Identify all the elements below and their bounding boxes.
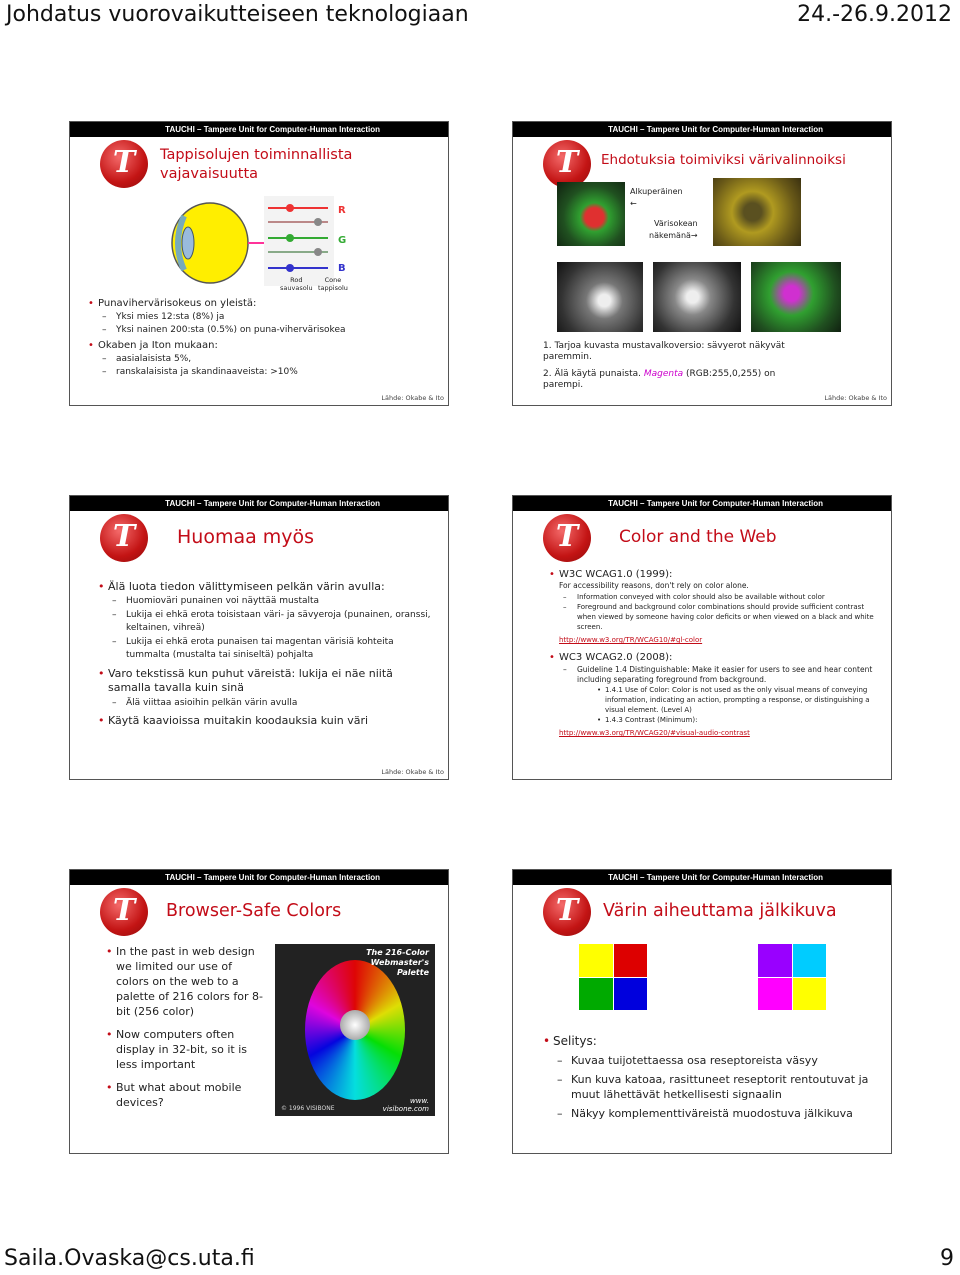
bullet-list: • Selitys: – Kuvaa tuijotettaessa osa reseptoreista väsyy – Kun kuva katoaa, rasittuneet reseptorit rentoutuvat ja muut lähettävät hetkellisesti signaalin – Näkyy komplementtiväreistä muodostuva jälkikuva — [543, 1034, 873, 1123]
document-header-date: 24.-26.9.2012 — [797, 2, 952, 27]
palette-title: The 216-Color Webmaster's Palette — [366, 948, 429, 977]
footer-page-number: 9 — [940, 1246, 954, 1271]
color-square — [793, 978, 827, 1011]
original-micrograph-image — [557, 182, 625, 246]
slide-title: Huomaa myös — [177, 526, 315, 548]
label-colorblind: Värisokean näkemänä→ — [649, 219, 698, 240]
bullet-list: • W3C WCAG1.0 (1999): For accessibility reasons, don't rely on color alone. – Information conveyed with color should also be available without color – Foreground and background color combinations should provide sufficient contrast when viewed by someone having color deficits or when viewed on a black and white screen. http://www.w3.org/TR/WCAG10/#gl-color • WC3 WCAG2.0 (2008): – Guideline 1.4 Distinguishable: Make it easier for users to see and hear content including separating foreground from background. • 1.4.1 Use of Color: Color is not used as the only visual means of conveying information, indicating an action, prompting a response, or distinguishing a visual element. (Level A) • 1.4.3 Contrast (Minimum): http://www.w3.org/TR/WCAG20/#visual-audio-contrast — [549, 569, 879, 739]
slide-header-bar: TAUCHI – Tampere Unit for Computer-Human Interaction — [513, 496, 891, 511]
bullet-list: • Älä luota tiedon välittymiseen pelkän värin avulla: – Huomioväri punainen voi näyttää mustalta – Lukija ei ehkä erota toisistaan väri- ja sävyeroja (punainen, oranssi, keltainen, vihreä) – Lukija ei ehkä erota punaisen tai magentan värisiä kohteita tummalta (mustalta tai siniseltä) pohjalta • Varo tekstissä kun puhut väreistä: lukija ei näe niitä samalla tavalla kuin sinä – Älä viittaa asioihin pelkän värin avulla • Käytä kaavioissa muitakin koodauksia kuin väri — [98, 580, 433, 728]
label-cone: Cone tappisolu — [318, 276, 348, 292]
label-rod: Rod sauvasolu — [280, 276, 313, 292]
source-note: Lähde: Okabe & Ito — [381, 394, 444, 402]
color-square — [614, 944, 648, 977]
color-square — [579, 978, 613, 1011]
label-b: B — [338, 263, 346, 274]
grayscale-micrograph-image — [557, 262, 643, 332]
slide-title: Tappisolujen toiminnallista vajavaisuutta — [160, 147, 353, 182]
slide-title: Browser-Safe Colors — [166, 901, 342, 921]
bullet-list: • Punavihervärisokeus on yleistä: – Yksi mies 12:sta (8%) ja – Yksi nainen 200:sta (0.5%) on puna-vihervärisokea • Okaben ja Iton mukaan: – aasialaisista 5%, – ranskalaisista ja skandinaaveista: >10% — [88, 297, 433, 381]
palette-copyright: © 1996 VISIBONE — [281, 1105, 335, 1112]
slide-browser-safe — [69, 869, 449, 1154]
colorblind-micrograph-image — [713, 178, 801, 246]
tauchi-logo-icon: T — [100, 514, 148, 562]
slide-header-bar: TAUCHI – Tampere Unit for Computer-Human Interaction — [513, 870, 891, 885]
label-r: R — [338, 205, 346, 216]
magenta-text: Magenta — [643, 369, 684, 379]
suggestion-list: 1. Tarjoa kuvasta mustavalkoversio: sävyerot näkyvät paremmin. 2. Älä käytä punaista. Magenta (RGB:255,0,255) on parempi. — [543, 341, 785, 390]
slide-color-choices — [512, 121, 892, 406]
label-g: G — [338, 235, 347, 246]
color-square — [758, 944, 792, 977]
color-square — [758, 978, 792, 1011]
slide-title: Color and the Web — [619, 527, 777, 547]
color-square — [614, 978, 648, 1011]
palette-image — [275, 944, 435, 1116]
color-square — [579, 944, 613, 977]
label-original: Alkuperäinen ← — [630, 187, 683, 208]
slide-color-web — [512, 495, 892, 780]
palette-url: www. visibone.com — [382, 1097, 429, 1113]
slide-title: Värin aiheuttama jälkikuva — [603, 901, 837, 921]
slide-header-bar: TAUCHI – Tampere Unit for Computer-Human Interaction — [70, 122, 448, 137]
tauchi-logo-icon: T — [100, 888, 148, 936]
afterimage-grid-1 — [579, 944, 647, 1010]
footer-email: Saila.Ovaska@cs.uta.fi — [4, 1246, 255, 1271]
source-note: Lähde: Okabe & Ito — [824, 394, 887, 402]
slide-title: Ehdotuksia toimiviksi värivalinnoiksi — [601, 152, 846, 168]
wcag10-link[interactable]: http://www.w3.org/TR/WCAG10/#gl-color — [559, 636, 703, 644]
wcag20-link[interactable]: http://www.w3.org/TR/WCAG20/#visual-audio-contrast — [559, 729, 750, 737]
afterimage-grid-2 — [758, 944, 826, 1010]
document-header-title: Johdatus vuorovaikutteiseen teknologiaan — [6, 2, 469, 27]
slide-cone-cells — [69, 121, 449, 406]
slide-header-bar: TAUCHI – Tampere Unit for Computer-Human Interaction — [70, 870, 448, 885]
grayscale-micrograph-image-2 — [653, 262, 741, 332]
source-note: Lähde: Okabe & Ito — [381, 768, 444, 776]
slide-header-bar: TAUCHI – Tampere Unit for Computer-Human Interaction — [70, 496, 448, 511]
tauchi-logo-icon: T — [543, 514, 591, 562]
tauchi-logo-icon: T — [543, 888, 591, 936]
magenta-micrograph-image — [751, 262, 841, 332]
tauchi-logo-icon: T — [100, 140, 148, 188]
color-square — [793, 944, 827, 977]
slide-note-also — [69, 495, 449, 780]
tauchi-logo-icon: T — [543, 140, 591, 188]
slide-afterimage — [512, 869, 892, 1154]
slide-header-bar: TAUCHI – Tampere Unit for Computer-Human Interaction — [513, 122, 891, 137]
bullet-list: • In the past in web design we limited our use of colors on the web to a palette of 216 colors for 8-bit (256 color) • Now computers often display in 32-bit, so it is less important • But what about mobile devices? — [106, 944, 268, 1110]
